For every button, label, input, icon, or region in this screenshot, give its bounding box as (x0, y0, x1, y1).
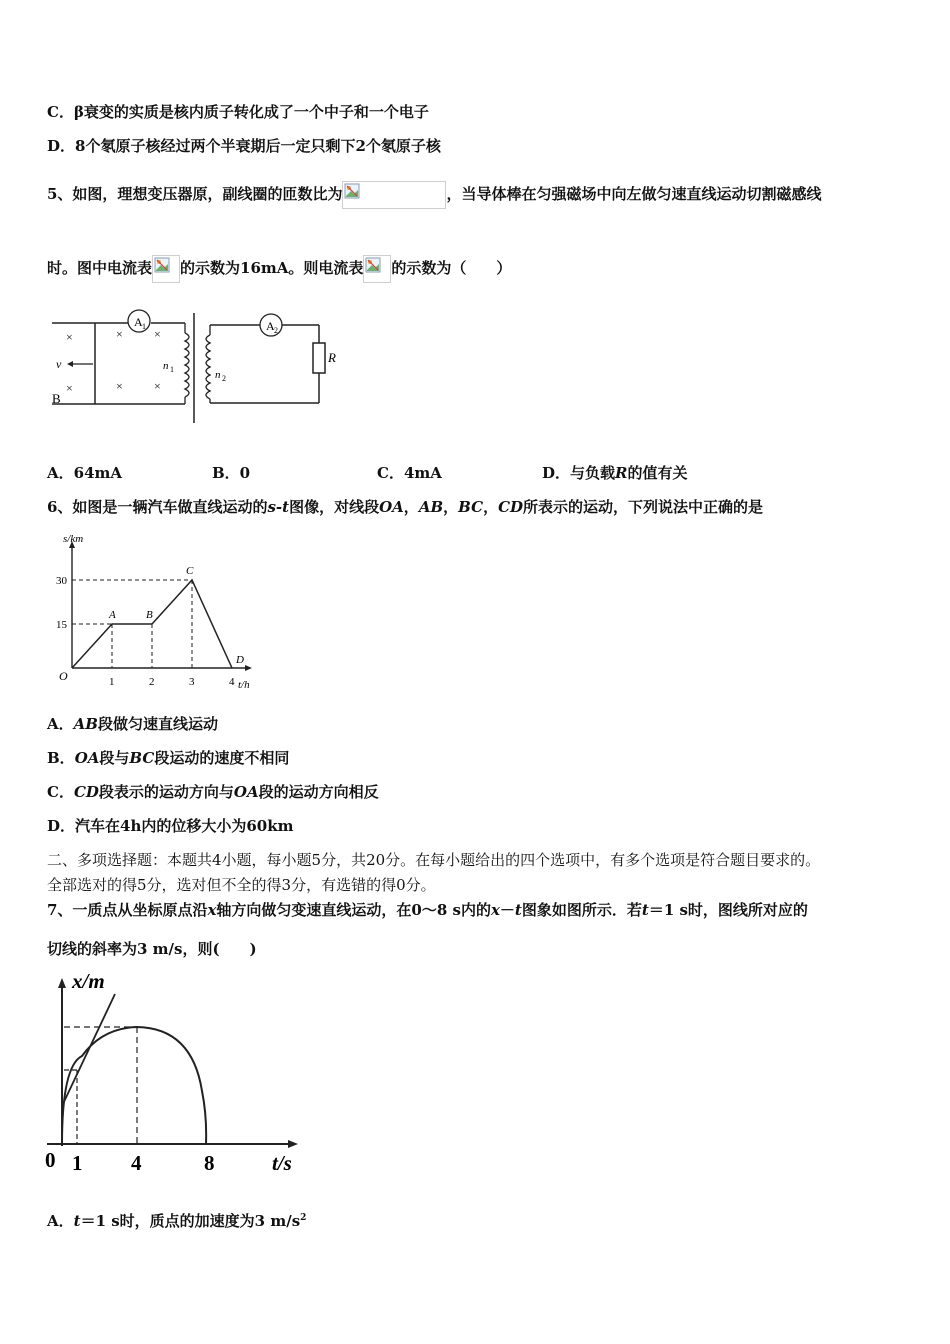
xt-tick-1: 1 (72, 1151, 83, 1175)
x-axis-label: t/h (238, 679, 250, 691)
broken-image-icon (344, 183, 360, 199)
resistor-label: R (328, 350, 336, 365)
ammeter-a1-subscript: 1 (142, 322, 146, 331)
y-tick-label: 30 (56, 575, 67, 587)
ratio-image-placeholder (342, 181, 446, 209)
xt-y-axis-arrow (58, 978, 66, 988)
q7-option-a: A．t＝1 s时，质点的加速度为3 $m/s^2$ (47, 1212, 307, 1230)
xt-tick-4: 4 (131, 1151, 142, 1175)
point-label-c: C (186, 565, 194, 577)
xt-x-axis-arrow (288, 1140, 298, 1148)
q5-option-c: C．4mA (377, 464, 442, 482)
q5-stem-d: 的示数为16mA。则电流表 (180, 259, 364, 277)
q6-option-a: A．AB段做匀速直线运动 (47, 715, 218, 733)
q5-stem-line1 (47, 181, 821, 209)
primary-coil (185, 333, 189, 397)
transformer-circuit-figure (45, 305, 345, 430)
q6-stem: 6、如图是一辆汽车做直线运动的s-t图像，对线段OA，AB，BC，CD所表示的运动，下列说法中正确的是 (47, 498, 764, 516)
ammeter-a1-image-placeholder (152, 255, 180, 283)
q7-stem-line1: 7、一质点从坐标原点沿x轴方向做匀变速直线运动，在0～8 s内的x－t图象如图所示．若t＝1 s时，图线所对应的 (47, 901, 808, 919)
q5-option-b: B．0 (212, 464, 251, 482)
field-cross: × (116, 327, 123, 341)
field-cross: × (66, 330, 73, 344)
xt-y-label: x/m (72, 969, 105, 993)
q4-option-d: D．8个氡原子核经过两个半衰期后一定只剩下2个氡原子核 (47, 137, 441, 155)
ammeter-a2-subscript: 2 (274, 326, 278, 335)
section2-line1: 二、多项选择题：本题共4小题，每小题5分，共20分。在每小题给出的四个选项中，有多个选项是符合题目要求的。 (47, 851, 821, 869)
q5-stem-a: 5、如图，理想变压器原，副线圈的匝数比为 (47, 185, 343, 203)
section2-line2: 全部选对的得5分，选对但不全的得3分，有选错的得0分。 (47, 876, 436, 894)
q6-option-c: C．CD段表示的运动方向与OA段的运动方向相反 (47, 783, 379, 801)
x-tick-label: 2 (149, 676, 155, 688)
q4-option-c: C．β衰变的实质是核内质子转化成了一个中子和一个电子 (47, 103, 429, 121)
xt-x-label: t/s (272, 1151, 292, 1175)
x-tick-label: 1 (109, 676, 115, 688)
xt-curve (62, 1027, 206, 1144)
x-axis-arrow (245, 665, 252, 671)
st-chart (52, 530, 262, 695)
ammeter-a1-label: A (134, 315, 143, 329)
ammeter-a2-image-placeholder (363, 255, 391, 283)
ammeter-a2-label: A (266, 319, 275, 333)
q5-option-a: A．64mA (47, 464, 123, 482)
point-label-a: A (109, 609, 116, 621)
q5-stem-line2 (47, 255, 511, 283)
resistor (313, 343, 325, 373)
origin-label: O (59, 669, 68, 683)
field-cross: × (66, 381, 73, 395)
n1-subscript: 1 (170, 365, 174, 374)
q6-option-d: D．汽车在4h内的位移大小为60km (47, 817, 294, 835)
velocity-label: v (56, 357, 62, 371)
field-cross: × (154, 327, 161, 341)
field-label: B (52, 391, 61, 406)
broken-image-icon (365, 257, 381, 273)
q6-option-b: B．OA段与BC段运动的速度不相同 (47, 749, 290, 767)
xt-tick-8: 8 (204, 1151, 215, 1175)
n2-label: n (215, 369, 221, 381)
point-label-b: B (146, 609, 153, 621)
point-label-d: D (236, 654, 244, 666)
q7-stem-line2: 切线的斜率为3 m/s，则( ) (47, 940, 257, 958)
x-tick-label: 4 (229, 676, 235, 688)
xt-origin: 0 (45, 1148, 56, 1172)
q5-stem-b: ，当导体棒在匀强磁场中向左做匀速直线运动切割磁感线 (446, 185, 822, 203)
x-tick-label: 3 (189, 676, 195, 688)
field-cross: × (116, 379, 123, 393)
q5-stem-e: 的示数为（ ） (391, 259, 512, 277)
n2-subscript: 2 (222, 374, 226, 383)
field-cross: × (154, 379, 161, 393)
xt-chart (42, 966, 307, 1176)
q5-stem-c: 时。图中电流表 (47, 259, 153, 277)
q5-option-d: D．与负载R的值有关 (542, 464, 688, 482)
y-axis-label: s/km (63, 533, 84, 545)
n1-label: n (163, 360, 169, 372)
y-tick-label: 15 (56, 619, 67, 631)
secondary-coil (206, 335, 210, 399)
tangent-line (62, 994, 115, 1106)
broken-image-icon (154, 257, 170, 273)
